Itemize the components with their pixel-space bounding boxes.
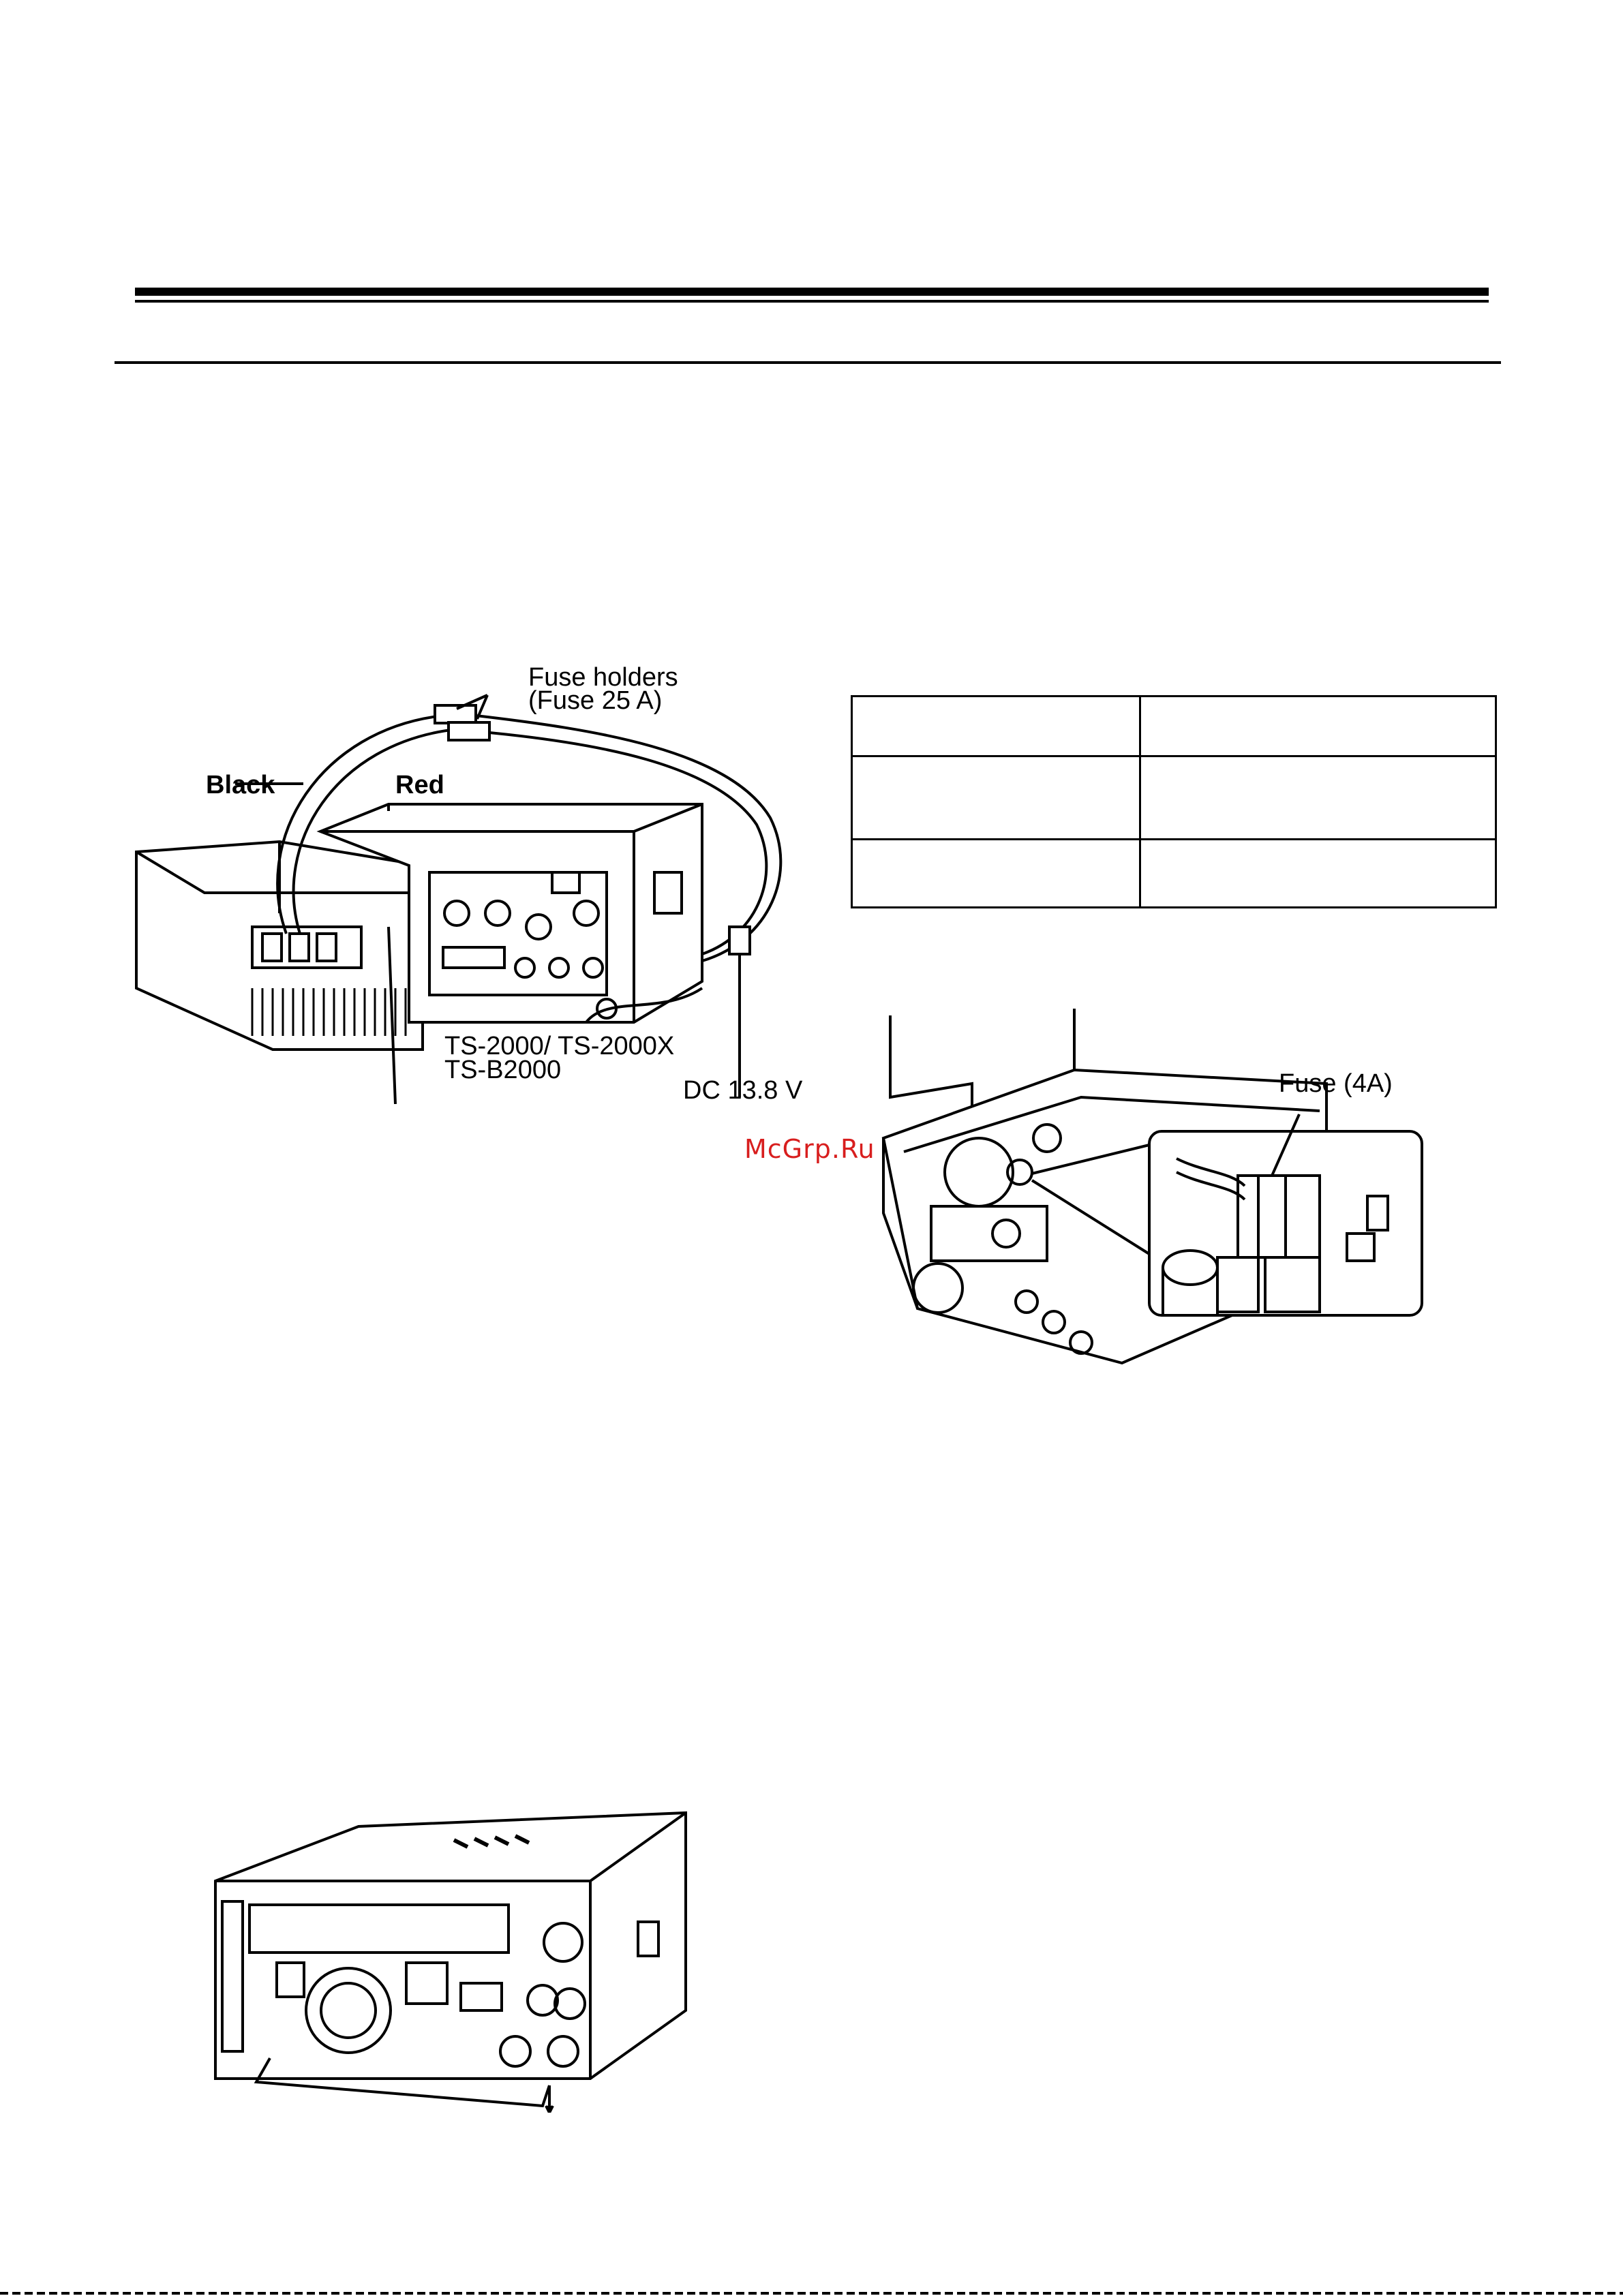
section-rule [115,361,1501,364]
table-row [852,697,1496,756]
table-cell [1140,697,1496,756]
red-wire-label: Red [395,771,444,799]
fuse-rating-label: (Fuse 25 A) [528,686,663,715]
table-row [852,840,1496,908]
header-rule-thin [135,300,1489,303]
spec-table [851,695,1497,908]
model-label-line1: TS-2000/ TS-2000X [444,1032,675,1060]
header-rule-thick [135,288,1489,296]
table-cell [1140,840,1496,908]
table-cell [852,756,1140,840]
table-cell [852,697,1140,756]
dc-voltage-label: DC 13.8 V [683,1076,803,1105]
table-cell [1140,756,1496,840]
internal-fuse-figure [849,981,1483,1418]
watermark: McGrp.Ru [744,1134,875,1164]
table-row [852,756,1496,840]
model-label-line2: TS-B2000 [444,1056,562,1084]
fuse-holders-label: Fuse holders [528,663,678,692]
black-wire-label: Black [206,771,275,799]
footer-dotted-line [0,2292,1623,2295]
power-connection-figure [116,663,818,1105]
table-cell [852,840,1140,908]
fuse-4a-label: Fuse (4A) [1279,1069,1393,1098]
internal-fuse-illustration [849,981,1483,1418]
transceiver-front-illustration [120,1786,774,2113]
transceiver-front-figure [120,1786,774,2113]
